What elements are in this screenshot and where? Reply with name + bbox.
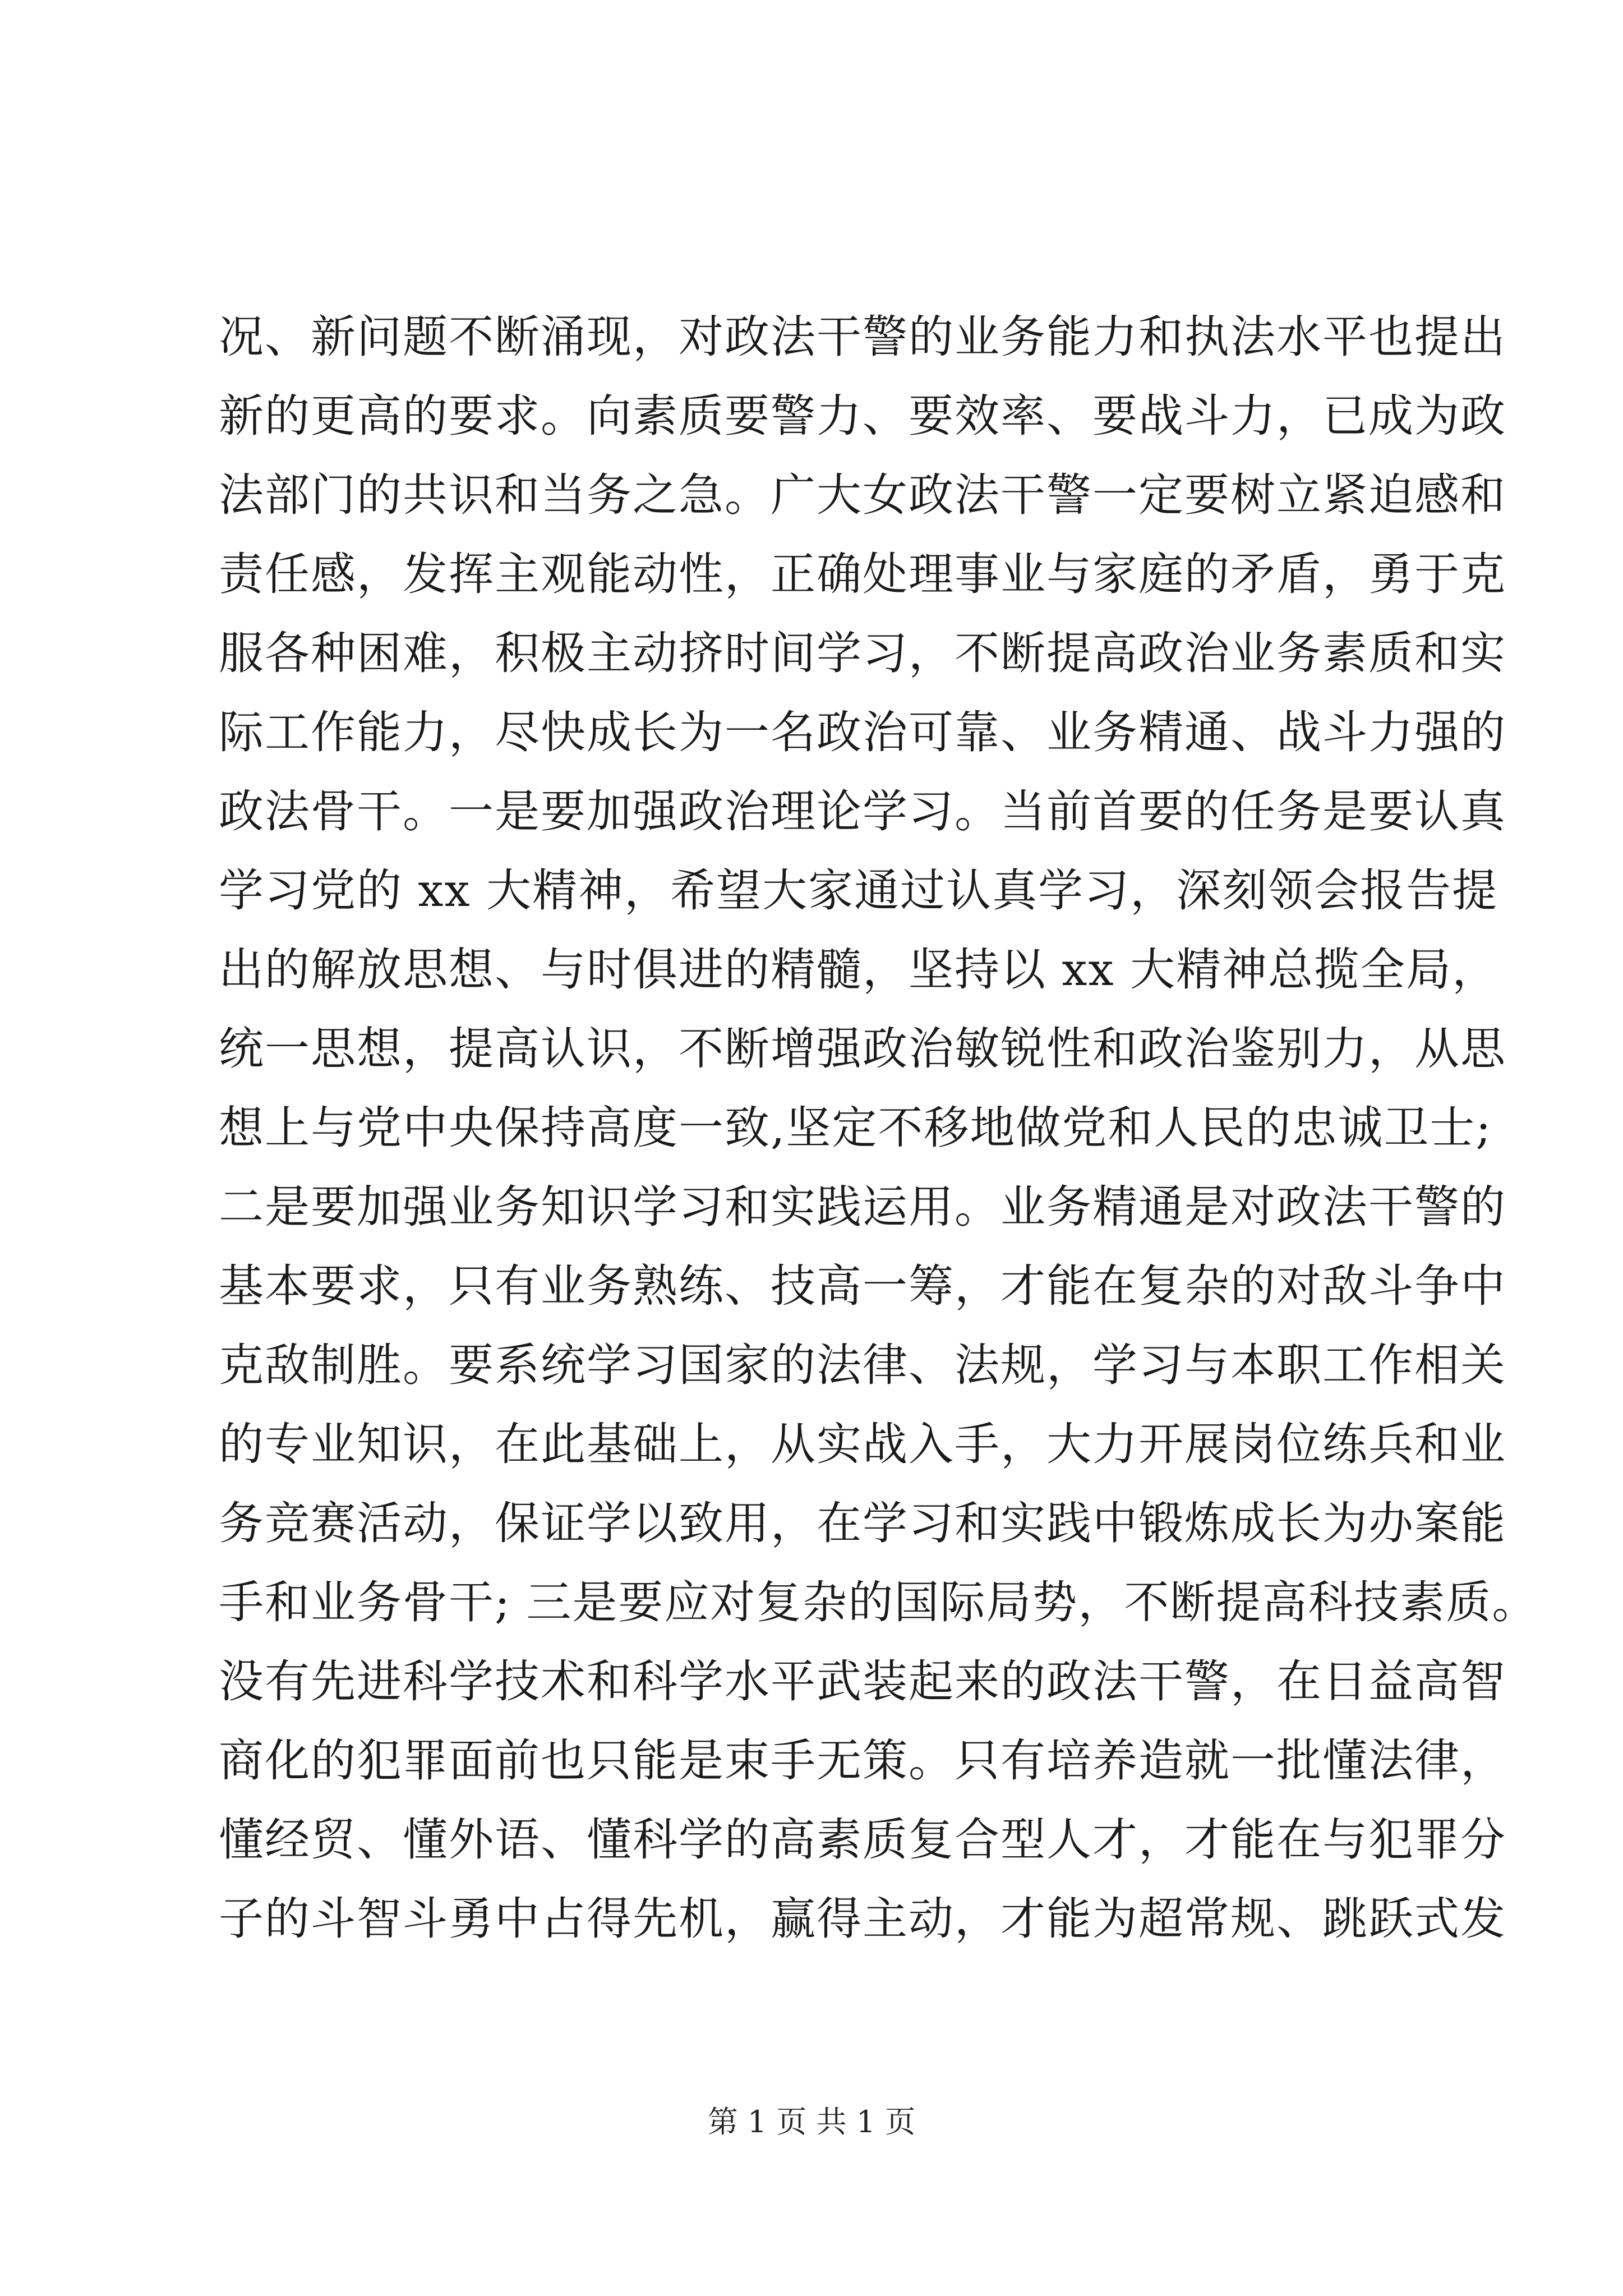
text-line: 克敌制胜。要系统学习国家的法律、法规，学习与本职工作相关 bbox=[219, 1339, 1506, 1391]
text-line: 出的解放思想、与时俱进的精髓，坚持以 xx 大精神总揽全局， bbox=[219, 944, 1498, 996]
text-line: 没有先进科学技术和科学水平武装起来的政法干警，在日益高智 bbox=[219, 1655, 1506, 1708]
text-line: 懂经贸、懂外语、懂科学的高素质复合型人才，才能在与犯罪分 bbox=[219, 1814, 1506, 1866]
text-line: 责任感，发挥主观能动性，正确处理事业与家庭的矛盾，勇于克 bbox=[219, 548, 1506, 600]
text-line: 的专业知识，在此基础上，从实战入手，大力开展岗位练兵和业 bbox=[219, 1418, 1506, 1470]
text-line: 想上与党中央保持高度一致,坚定不移地做党和人民的忠诚卫士; bbox=[219, 1102, 1492, 1154]
text-line: 二是要加强业务知识学习和实践运用。业务精通是对政法干警的 bbox=[219, 1181, 1506, 1233]
text-line: 子的斗智斗勇中占得先机，赢得主动，才能为超常规、跳跃式发 bbox=[219, 1893, 1506, 1945]
text-line: 际工作能力，尽快成长为一名政治可靠、业务精通、战斗力强的 bbox=[219, 706, 1506, 758]
text-line: 学习党的 xx 大精神，希望大家通过认真学习，深刻领会报告提 bbox=[219, 864, 1498, 917]
text-line: 政法骨干。一是要加强政治理论学习。当前首要的任务是要认真 bbox=[219, 785, 1506, 838]
text-line: 基本要求，只有业务熟练、技高一筹，才能在复杂的对敌斗争中 bbox=[219, 1260, 1506, 1312]
text-line: 服各种困难，积极主动挤时间学习，不断提高政治业务素质和实 bbox=[219, 627, 1506, 679]
body-text bbox=[219, 297, 1538, 1958]
text-line: 新的更高的要求。向素质要警力、要效率、要战斗力，已成为政 bbox=[219, 390, 1506, 442]
text-line: 务竞赛活动，保证学以致用，在学习和实践中锻炼成长为办案能 bbox=[219, 1497, 1506, 1549]
text-line: 统一思想，提高认识，不断增强政治敏锐性和政治鉴别力，从思 bbox=[219, 1023, 1506, 1075]
text-line: 况、新问题不断涌现，对政法干警的业务能力和执法水平也提出 bbox=[219, 311, 1506, 363]
text-line: 商化的犯罪面前也只能是束手无策。只有培养造就一批懂法律， bbox=[219, 1734, 1506, 1787]
page-number-footer: 第 1 页 共 1 页 bbox=[707, 2104, 916, 2139]
text-line: 手和业务骨干; 三是要应对复杂的国际局势，不断提高科技素质。 bbox=[219, 1576, 1538, 1628]
text-line: 法部门的共识和当务之急。广大女政法干警一定要树立紧迫感和 bbox=[219, 469, 1506, 521]
